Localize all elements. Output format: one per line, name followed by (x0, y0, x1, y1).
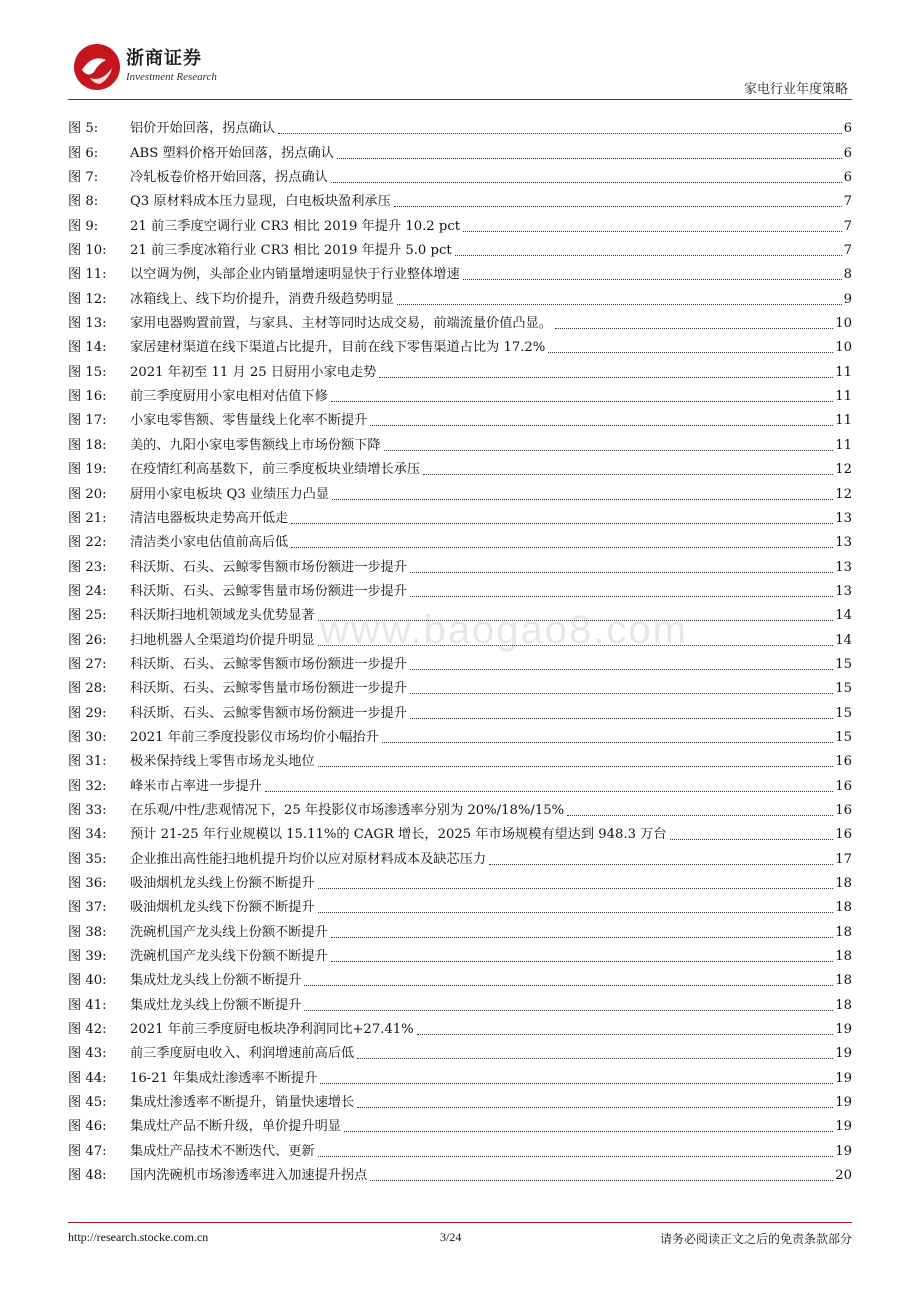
figure-caption: 清洁类小家电估值前高后低 (130, 535, 289, 551)
figure-label: 图 7: (68, 170, 99, 186)
brand-name-cn: 浙商证券 (126, 48, 202, 69)
toc-entry[interactable] (68, 382, 852, 406)
page-header (0, 0, 920, 110)
figure-label: 图 46: (68, 1119, 107, 1135)
page-number: 8 (843, 267, 852, 283)
figure-caption: 16-21 年集成灶渗透率不断提升 (130, 1070, 318, 1086)
toc-entry[interactable] (68, 236, 852, 260)
page-number: 19 (835, 1119, 852, 1135)
figure-caption: 厨用小家电板块 Q3 业绩压力凸显 (130, 486, 330, 502)
toc-entry[interactable] (68, 1039, 852, 1063)
page-number: 19 (835, 1022, 852, 1038)
dot-leader (370, 1179, 833, 1181)
figure-label: 图 27: (68, 656, 107, 672)
figure-label: 图 17: (68, 413, 107, 429)
figure-label: 图 35: (68, 851, 107, 867)
page-number: 13 (835, 510, 852, 526)
toc-entry[interactable] (68, 479, 852, 503)
page-number: 7 (843, 218, 852, 234)
report-title: 家电行业年度策略 (743, 82, 848, 97)
page-number: 18 (835, 949, 852, 965)
page-number: 19 (835, 1070, 852, 1086)
page-number: 11 (835, 364, 852, 380)
figure-caption: 集成灶产品技术不断迭代、更新 (130, 1143, 315, 1159)
figure-label: 图 25: (68, 608, 107, 624)
figure-caption: 吸油烟机龙头线下份额不断提升 (130, 900, 315, 916)
toc-entry[interactable] (68, 917, 852, 941)
dot-leader (455, 254, 842, 256)
dot-leader (265, 790, 833, 792)
dot-leader (379, 376, 833, 378)
page-number: 16 (835, 827, 852, 843)
brand-name-en: Investment Research (126, 71, 217, 83)
toc-entry[interactable] (68, 625, 852, 649)
dot-leader (463, 230, 842, 232)
page-number: 15 (835, 656, 852, 672)
watermark: www.baogao8.com (320, 608, 688, 652)
figure-caption: 集成灶渗透率不断提升，销量快速增长 (130, 1095, 355, 1111)
toc-entry[interactable] (68, 333, 852, 357)
figure-caption: 2021 年前三季度厨电板块净利润同比+27.41% (130, 1022, 414, 1038)
figure-caption: 清洁电器板块走势高开低走 (130, 510, 289, 526)
footer-url-link[interactable]: http://research.stocke.com.cn (68, 1230, 209, 1244)
toc-entry[interactable] (68, 820, 852, 844)
page-number: 11 (835, 389, 852, 405)
page-number: 18 (835, 900, 852, 916)
toc-entry[interactable] (68, 990, 852, 1014)
page-number: 16 (835, 754, 852, 770)
page-number: 14 (835, 608, 852, 624)
dot-leader (410, 571, 833, 573)
figure-label: 图 6: (68, 145, 99, 161)
figure-caption: 集成灶龙头线上份额不断提升 (130, 997, 302, 1013)
figure-label: 图 31: (68, 754, 107, 770)
footer-disclaimer: 请务必阅读正文之后的免责条款部分 (659, 1232, 852, 1246)
dot-leader (382, 741, 833, 743)
dot-leader (278, 132, 842, 134)
dot-leader (337, 157, 842, 159)
figure-label: 图 22: (68, 535, 107, 551)
toc-entry[interactable] (68, 942, 852, 966)
toc-entry[interactable] (68, 528, 852, 552)
figure-caption: 冷轧板卷价格开始回落，拐点确认 (130, 170, 328, 186)
figure-label: 图 34: (68, 827, 107, 843)
toc-entry[interactable] (68, 187, 852, 211)
figure-caption: 科沃斯扫地机领域龙头优势显著 (130, 608, 315, 624)
toc-entry[interactable] (68, 138, 852, 162)
figure-label: 图 44: (68, 1070, 107, 1086)
figure-label: 图 20: (68, 486, 107, 502)
dot-leader (370, 424, 833, 426)
figure-label: 图 16: (68, 389, 107, 405)
figure-label: 图 8: (68, 194, 99, 210)
toc-entry[interactable] (68, 747, 852, 771)
toc-entry[interactable] (68, 893, 852, 917)
dot-leader (548, 351, 833, 353)
dot-leader (291, 546, 833, 548)
figure-label: 图 37: (68, 900, 107, 916)
dot-leader (318, 765, 834, 767)
dot-leader (304, 984, 833, 986)
page-number: 12 (835, 486, 852, 502)
toc-entry[interactable] (68, 455, 852, 479)
figure-caption: 21 前三季度冰箱行业 CR3 相比 2019 年提升 5.0 pct (130, 243, 452, 259)
page-number: 13 (835, 583, 852, 599)
dot-leader (318, 887, 834, 889)
toc-entry[interactable] (68, 844, 852, 868)
page-number: 19 (835, 1046, 852, 1062)
figure-label: 图 29: (68, 705, 107, 721)
toc-entry[interactable] (68, 723, 852, 747)
toc-entry[interactable] (68, 260, 852, 284)
dot-leader (357, 1106, 833, 1108)
figure-caption: 洗碗机国产龙头线上份额不断提升 (130, 924, 328, 940)
figure-label: 图 21: (68, 510, 107, 526)
dot-leader (332, 498, 833, 500)
figure-caption: 前三季度厨电收入、利润增速前高后低 (130, 1046, 355, 1062)
toc-entry[interactable] (68, 1161, 852, 1185)
dot-leader (670, 838, 834, 840)
page-number: 18 (835, 973, 852, 989)
figure-caption: 科沃斯、石头、云鲸零售额市场份额进一步提升 (130, 559, 407, 575)
figure-caption: 科沃斯、石头、云鲸零售额市场份额进一步提升 (130, 705, 407, 721)
dot-leader (463, 278, 842, 280)
page-number: 6 (843, 145, 852, 161)
figure-label: 图 18: (68, 437, 107, 453)
page-number: 12 (835, 462, 852, 478)
figure-caption: 集成灶龙头线上份额不断提升 (130, 973, 302, 989)
dot-leader (320, 1082, 833, 1084)
toc-entry[interactable] (68, 309, 852, 333)
toc-entry[interactable] (68, 601, 852, 625)
figure-label: 图 10: (68, 243, 107, 259)
dot-leader (555, 327, 833, 329)
toc-entry[interactable] (68, 698, 852, 722)
toc-entry[interactable] (68, 1088, 852, 1112)
dot-leader (423, 473, 833, 475)
header-divider (68, 99, 852, 100)
figure-label: 图 41: (68, 997, 107, 1013)
dot-leader (567, 814, 833, 816)
figure-label: 图 40: (68, 973, 107, 989)
toc-entry[interactable] (68, 284, 852, 308)
toc-entry[interactable] (68, 163, 852, 187)
page-number: 18 (835, 924, 852, 940)
figure-caption: Q3 原材料成本压力显现，白电板块盈利承压 (130, 194, 391, 210)
figure-caption: 21 前三季度空调行业 CR3 相比 2019 年提升 10.2 pct (130, 218, 461, 234)
dot-leader (331, 400, 833, 402)
figure-caption: 2021 年初至 11 月 25 日厨用小家电走势 (130, 364, 377, 380)
dot-leader (417, 1033, 834, 1035)
toc-entry[interactable] (68, 674, 852, 698)
figure-label: 图 28: (68, 681, 107, 697)
figure-label: 图 30: (68, 729, 107, 745)
figure-label: 图 39: (68, 949, 107, 965)
page-number: 15 (835, 705, 852, 721)
figure-label: 图 33: (68, 802, 107, 818)
page-number: 16 (835, 778, 852, 794)
dot-leader (318, 619, 834, 621)
figure-index-list (68, 114, 852, 1185)
toc-entry[interactable] (68, 796, 852, 820)
dot-leader (410, 717, 833, 719)
toc-entry[interactable] (68, 966, 852, 990)
page-number: 17 (835, 851, 852, 867)
figure-label: 图 24: (68, 583, 107, 599)
figure-caption: 在疫情红利高基数下，前三季度板块业绩增长承压 (130, 462, 421, 478)
figure-label: 图 12: (68, 291, 107, 307)
dot-leader (410, 692, 833, 694)
toc-entry[interactable] (68, 577, 852, 601)
figure-label: 图 43: (68, 1046, 107, 1062)
figure-label: 图 5: (68, 121, 99, 137)
dot-leader (344, 1130, 833, 1132)
figure-label: 图 13: (68, 316, 107, 332)
figure-label: 图 38: (68, 924, 107, 940)
figure-caption: 洗碗机国产龙头线下份额不断提升 (130, 949, 328, 965)
toc-entry[interactable] (68, 1063, 852, 1087)
toc-entry[interactable] (68, 1112, 852, 1136)
page-number: 20 (835, 1168, 852, 1184)
dot-leader (384, 449, 834, 451)
figure-caption: 前三季度厨用小家电相对估值下修 (130, 389, 328, 405)
figure-caption: 科沃斯、石头、云鲸零售额市场份额进一步提升 (130, 656, 407, 672)
page-number: 19 (835, 1143, 852, 1159)
figure-caption: ABS 塑料价格开始回落，拐点确认 (130, 145, 334, 161)
brand-logo-icon (72, 42, 122, 92)
page-number: 13 (835, 559, 852, 575)
dot-leader (331, 181, 842, 183)
figure-label: 图 26: (68, 632, 107, 648)
figure-label: 图 42: (68, 1022, 107, 1038)
figure-label: 图 32: (68, 778, 107, 794)
figure-label: 图 36: (68, 876, 107, 891)
figure-caption: 家居建材渠道在线下渠道占比提升，目前在线下零售渠道占比为 17.2% (130, 340, 546, 356)
dot-leader (394, 205, 842, 207)
figure-label: 图 11: (68, 267, 107, 283)
figure-label: 图 9: (68, 218, 99, 234)
page-number: 14 (835, 632, 852, 648)
toc-entry[interactable] (68, 552, 852, 576)
page-number: 10 (835, 340, 852, 356)
dot-leader (357, 1057, 833, 1059)
dot-leader (410, 668, 833, 670)
figure-caption: 冰箱线上、线下均价提升，消费升级趋势明显 (130, 291, 394, 307)
page-number: 19 (835, 1095, 852, 1111)
page-number: 15 (835, 681, 852, 697)
page-number: 11 (835, 413, 852, 429)
figure-caption: 企业推出高性能扫地机提升均价以应对原材料成本及缺芯压力 (130, 851, 487, 867)
dot-leader (318, 911, 834, 913)
figure-caption: 小家电零售额、零售量线上化率不断提升 (130, 413, 368, 429)
figure-label: 图 14: (68, 340, 107, 356)
dot-leader (318, 644, 834, 646)
toc-entry[interactable] (68, 869, 852, 893)
figure-caption: 科沃斯、石头、云鲸零售量市场份额进一步提升 (130, 583, 407, 599)
page-number: 6 (843, 121, 852, 137)
figure-caption: 极米保持线上零售市场龙头地位 (130, 754, 315, 770)
toc-entry[interactable] (68, 406, 852, 430)
toc-entry[interactable] (68, 1015, 852, 1039)
figure-label: 图 23: (68, 559, 107, 575)
figure-caption: 以空调为例，头部企业内销量增速明显快于行业整体增速 (130, 267, 460, 283)
dot-leader (410, 595, 833, 597)
figure-label: 图 15: (68, 364, 107, 380)
page-number: 10 (835, 316, 852, 332)
figure-label: 图 45: (68, 1095, 107, 1111)
dot-leader (291, 522, 833, 524)
page-number: 7 (843, 194, 852, 210)
page-number: 6 (843, 170, 852, 186)
figure-caption: 2021 年前三季度投影仪市场均价小幅抬升 (130, 729, 379, 745)
page-indicator: 3/24 (440, 1230, 462, 1244)
toc-entry[interactable] (68, 114, 852, 138)
toc-entry[interactable] (68, 771, 852, 795)
figure-caption: 预计 21-25 年行业规模以 15.11%的 CAGR 增长，2025 年市场规模有望达到 948.3 万台 (130, 827, 667, 843)
dot-leader (331, 936, 833, 938)
toc-entry[interactable] (68, 1136, 852, 1160)
dot-leader (489, 863, 833, 865)
figure-label: 图 48: (68, 1168, 107, 1184)
footer-divider (68, 1222, 852, 1223)
dot-leader (331, 960, 833, 962)
figure-caption: 在乐观/中性/悲观情况下，25 年投影仪市场渗透率分别为 20%/18%/15% (130, 802, 565, 818)
figure-caption: 吸油烟机龙头线上份额不断提升 (130, 876, 315, 891)
page-number: 16 (835, 802, 852, 818)
toc-entry[interactable] (68, 430, 852, 454)
page-number: 9 (843, 291, 852, 307)
figure-caption: 科沃斯、石头、云鲸零售量市场份额进一步提升 (130, 681, 407, 697)
figure-label: 图 19: (68, 462, 107, 478)
toc-entry[interactable] (68, 650, 852, 674)
toc-entry[interactable] (68, 504, 852, 528)
figure-caption: 美的、九阳小家电零售额线上市场份额下降 (130, 437, 381, 453)
toc-entry[interactable] (68, 357, 852, 381)
dot-leader (318, 1155, 834, 1157)
figure-caption: 扫地机器人全渠道均价提升明显 (130, 632, 315, 648)
page-number: 18 (835, 876, 852, 891)
figure-label: 图 47: (68, 1143, 107, 1159)
page-number: 11 (835, 437, 852, 453)
figure-caption: 铝价开始回落，拐点确认 (130, 121, 276, 137)
figure-caption: 峰米市占率进一步提升 (130, 778, 262, 794)
figure-caption: 集成灶产品不断升级，单价提升明显 (130, 1119, 341, 1135)
page-number: 15 (835, 729, 852, 745)
dot-leader (397, 303, 842, 305)
figure-caption: 国内洗碗机市场渗透率进入加速提升拐点 (130, 1168, 368, 1184)
page-number: 18 (835, 997, 852, 1013)
page-number: 13 (835, 535, 852, 551)
dot-leader (304, 1009, 833, 1011)
page-number: 7 (843, 243, 852, 259)
toc-entry[interactable] (68, 211, 852, 235)
figure-caption: 家用电器购置前置，与家具、主材等同时达成交易，前端流量价值凸显。 (130, 316, 552, 332)
